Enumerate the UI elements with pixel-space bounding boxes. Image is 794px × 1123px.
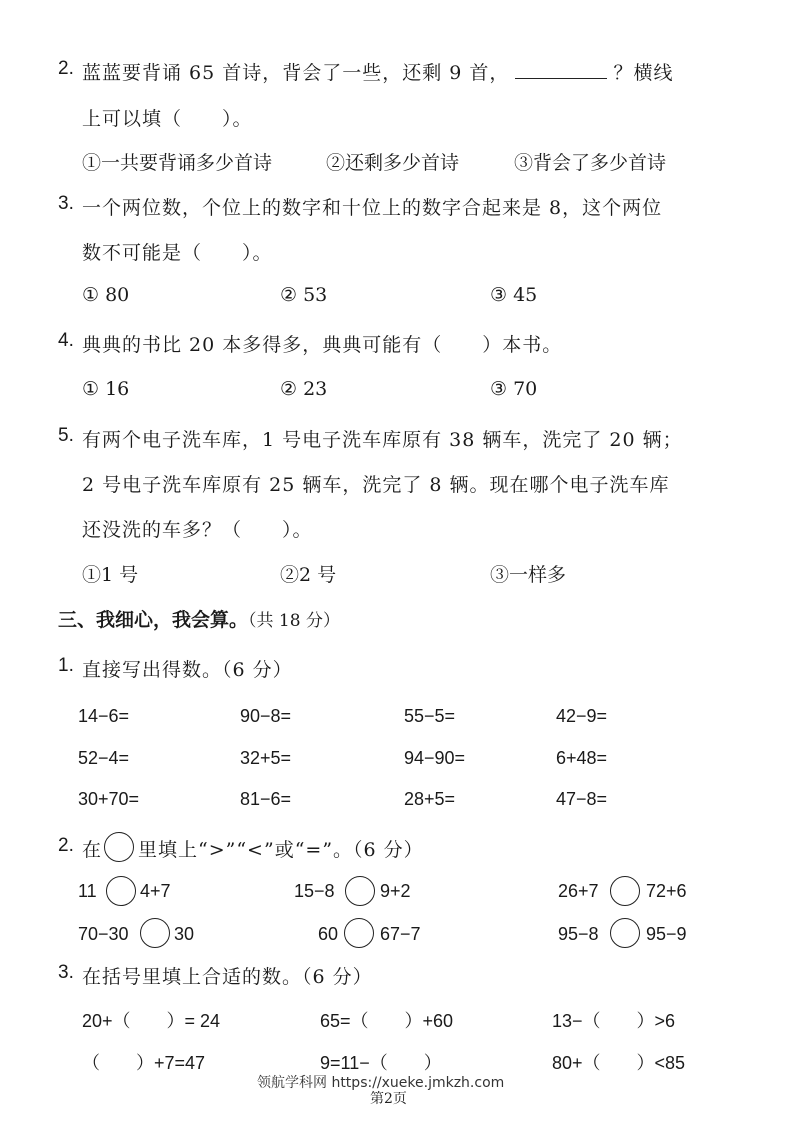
calc-item[interactable]: 52−4=: [78, 748, 130, 768]
compare-left: 11: [78, 881, 97, 901]
question-2-line2: 上可以填（ ）。: [82, 108, 253, 130]
sub-1-title: 直接写出得数。（6 分）: [82, 659, 293, 681]
calc-item[interactable]: 30+70=: [78, 789, 140, 809]
sub-2-number: 2.: [58, 835, 74, 856]
fill-item[interactable]: 20+（ ）= 24: [82, 1011, 221, 1031]
question-3-option-1[interactable]: ① 80: [82, 284, 130, 306]
calc-item[interactable]: 14−6=: [78, 706, 130, 726]
fill-item[interactable]: 80+（ ）<85: [552, 1053, 686, 1073]
question-3-option-3[interactable]: ③ 45: [490, 284, 538, 306]
calc-item[interactable]: 28+5=: [404, 789, 456, 809]
question-2-text-a: 蓝蓝要背诵 65 首诗，背会了一些，还剩 9 首，: [82, 62, 510, 84]
question-3-line1: 一个两位数，个位上的数字和十位上的数字合起来是 8，这个两位: [82, 197, 663, 219]
question-5-line3: 还没洗的车多？（ ）。: [82, 519, 313, 541]
sub-3-number: 3.: [58, 962, 74, 983]
question-2-option-2[interactable]: ②还剩多少首诗: [326, 152, 460, 174]
question-5-option-2[interactable]: ②2 号: [280, 564, 337, 586]
calc-item[interactable]: 42−9=: [556, 706, 608, 726]
fill-item[interactable]: 65=（ ）+60: [320, 1011, 454, 1031]
sub-2-title-a: 在: [82, 839, 103, 861]
compare-right: 95−9: [646, 924, 687, 944]
compare-circle[interactable]: [344, 918, 374, 948]
section-3-points: （共 18 分）: [248, 611, 340, 631]
question-5-number: 5.: [58, 425, 74, 446]
calc-item[interactable]: 94−90=: [404, 748, 466, 768]
calc-item[interactable]: 6+48=: [556, 748, 608, 768]
calc-item[interactable]: 32+5=: [240, 748, 292, 768]
compare-left: 95−8: [558, 924, 599, 944]
question-4-option-2[interactable]: ② 23: [280, 378, 328, 400]
watermark-footer: 领航学科网 https://xueke.jmkzh.com: [257, 1075, 505, 1091]
question-4-number: 4.: [58, 330, 74, 351]
fill-item[interactable]: 9=11−（ ）: [320, 1053, 442, 1073]
question-2-text-b: ？横线: [613, 62, 674, 84]
calc-item[interactable]: 47−8=: [556, 789, 608, 809]
answer-blank-line[interactable]: [515, 60, 607, 79]
sub-3-title: 在括号里填上合适的数。（6 分）: [82, 966, 373, 988]
question-2-option-1[interactable]: ①一共要背诵多少首诗: [82, 152, 273, 174]
calc-item[interactable]: 81−6=: [240, 789, 292, 809]
fill-item[interactable]: （ ）+7=47: [82, 1053, 206, 1073]
question-5-line2: 2 号电子洗车库原有 25 辆车，洗完了 8 辆。现在哪个电子洗车库: [82, 474, 670, 496]
compare-right: 67−7: [380, 924, 421, 944]
section-3-title: [58, 605, 340, 632]
calc-item[interactable]: 55−5=: [404, 706, 456, 726]
question-4-line1: 典典的书比 20 本多得多，典典可能有（ ）本书。: [82, 334, 563, 356]
compare-circle[interactable]: [106, 876, 136, 906]
question-2-option-3[interactable]: ③背会了多少首诗: [514, 152, 667, 174]
question-2-text: [82, 58, 673, 85]
question-5-option-1[interactable]: ①1 号: [82, 564, 139, 586]
question-2-number: 2.: [58, 58, 74, 79]
compare-left: 15−8: [294, 881, 335, 901]
compare-circle[interactable]: [610, 918, 640, 948]
fill-item[interactable]: 13−（ ）>6: [552, 1011, 676, 1031]
calc-item[interactable]: 90−8=: [240, 706, 292, 726]
compare-right: 4+7: [140, 881, 171, 901]
compare-right: 72+6: [646, 881, 687, 901]
sub-2-title-b: 里填上“>”“<”或“=”。（6 分）: [138, 839, 424, 861]
compare-right: 30: [174, 924, 195, 944]
question-3-line2: 数不可能是（ ）。: [82, 242, 273, 264]
compare-circle[interactable]: [345, 876, 375, 906]
question-5-option-3[interactable]: ③一样多: [490, 564, 567, 586]
compare-left: 60: [318, 924, 339, 944]
question-4-option-3[interactable]: ③ 70: [490, 378, 538, 400]
question-5-line1: 有两个电子洗车库，1 号电子洗车库原有 38 辆车，洗完了 20 辆；: [82, 429, 683, 451]
compare-circle[interactable]: [140, 918, 170, 948]
question-4-option-1[interactable]: ① 16: [82, 378, 130, 400]
compare-left: 26+7: [558, 881, 599, 901]
section-3-title-text: 三、我细心，我会算。: [58, 609, 249, 631]
sub-1-number: 1.: [58, 655, 74, 676]
page-number: 第2页: [370, 1091, 407, 1107]
question-3-option-2[interactable]: ② 53: [280, 284, 328, 306]
compare-right: 9+2: [380, 881, 411, 901]
question-3-number: 3.: [58, 193, 74, 214]
compare-left: 70−30: [78, 924, 129, 944]
compare-circle-example: [104, 832, 134, 862]
compare-circle[interactable]: [610, 876, 640, 906]
